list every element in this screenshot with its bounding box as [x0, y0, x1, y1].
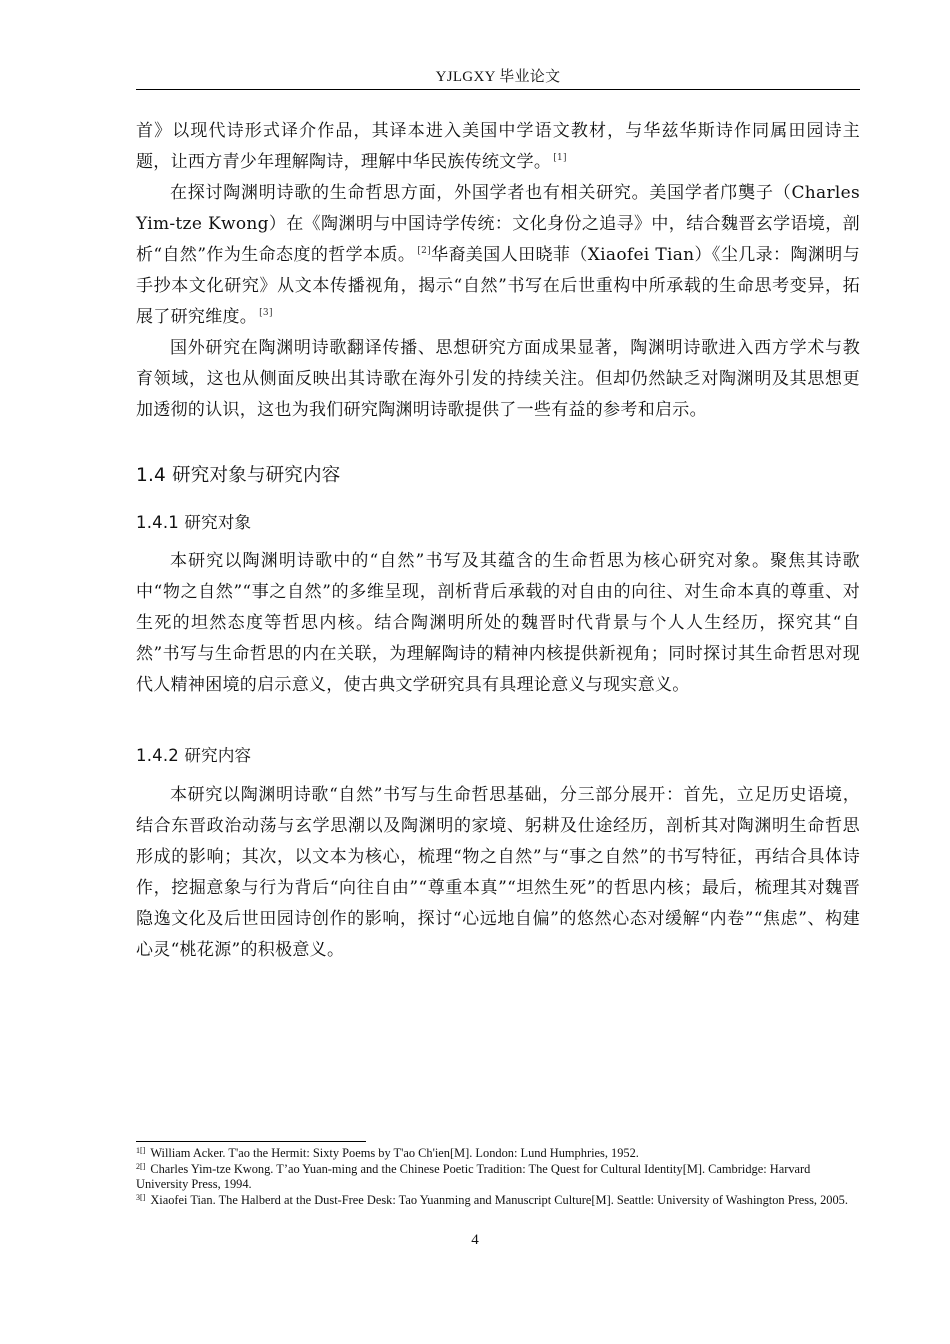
paragraph-summary: 国外研究在陶渊明诗歌翻译传播、思想研究方面成果显著，陶渊明诗歌进入西方学术与教育领域，这也从侧面反映出其诗歌在海外引发的持续关注。但却仍然缺乏对陶渊明及其思想更加透彻的认识，这也为我们研究陶渊明诗歌提供了一些有益的参考和启示。 [136, 338, 860, 420]
footnote-3 [136, 1193, 860, 1208]
page-number: 4 [471, 1232, 479, 1248]
citation-ref-3[interactable]: [3] [259, 308, 273, 318]
footnote-1 [136, 1146, 860, 1161]
paragraph-text: 首》以现代诗形式译介作品，其译本进入美国中学语文教材，与华兹华斯诗作同属田园诗主题，让西方青少年理解陶诗，理解中华民族传统文学。 [136, 121, 860, 172]
footnote-2 [136, 1162, 860, 1192]
subsection-heading-content: 1.4.2 研究内容 [136, 746, 252, 765]
subsection-heading-objects: 1.4.1 研究对象 [136, 513, 252, 532]
header-rule [136, 89, 860, 90]
footnote-text: Charles Yim-tze Kwong. T’ao Yuan-ming and the Chinese Poetic Tradition: The Quest for Cultural Identity[M]. Cambridge: Harvard University Press, 1994. [136, 1162, 811, 1191]
footnote-separator [136, 1141, 366, 1142]
footnote-text: Xiaofei Tian. The Halberd at the Dust-Free Desk: Tao Yuanming and Manuscript Culture[M]. Seattle: University of Washington Press, 2005. [150, 1193, 848, 1207]
citation-ref-1[interactable]: [1] [553, 153, 567, 163]
footnotes [136, 1146, 860, 1209]
running-header: YJLGXY 毕业论文 [435, 69, 561, 85]
footnote-mark: 2[] [136, 1162, 146, 1171]
paragraph-foreign-research [136, 178, 860, 333]
paragraph-research-objects: 本研究以陶渊明诗歌中的“自然”书写及其蕴含的生命哲思为核心研究对象。聚焦其诗歌中“物之自然”“事之自然”的多维呈现，剖析背后承载的对自由的向往、对生命本真的尊重、对生死的坦然态度等哲思内核。结合陶渊明所处的魏晋时代背景与个人人生经历，探究其“自然”书写与生命哲思的内在关联，为理解陶诗的精神内核提供新视角；同时探讨其生命哲思对现代人精神困境的启示意义，使古典文学研究具有具理论意义与现实意义。 [136, 551, 860, 695]
page-body [136, 116, 860, 966]
citation-ref-2[interactable]: [2] [417, 246, 431, 256]
footnote-text: William Acker. T'ao the Hermit: Sixty Poems by T'ao Ch'ien[M]. London: Lund Humphries, 1952. [150, 1146, 639, 1160]
paragraph-text: 华裔美国人田晓菲（Xiaofei Tian）《尘几录：陶渊明与手抄本文化研究》从文本传播视角，揭示“自然”书写在后世重构中所承载的生命思考变异，拓展了研究维度。 [136, 245, 860, 327]
paragraph-research-content: 本研究以陶渊明诗歌“自然”书写与生命哲思基础，分三部分展开：首先，立足历史语境，结合东晋政治动荡与玄学思潮以及陶渊明的家境、躬耕及仕途经历，剖析其对陶渊明生命哲思形成的影响；其次，以文本为核心，梳理“物之自然”与“事之自然”的书写特征，再结合具体诗作，挖掘意象与行为背后“向往自由”“尊重本真”“坦然生死”的哲思内核；最后，梳理其对魏晋隐逸文化及后世田园诗创作的影响，探讨“心远地自偏”的悠然心态对缓解“内卷”“焦虑”、构建心灵“桃花源”的积极意义。 [136, 785, 860, 960]
paragraph-continuation [136, 116, 860, 178]
section-heading: 1.4 研究对象与研究内容 [136, 465, 341, 486]
footnote-mark: 1[] [136, 1146, 146, 1155]
paragraph-text: 在探讨陶渊明诗歌的生命哲思方面，外国学者也有相关研究。美国学者邝龑子（Charles Yim-tze Kwong）在《陶渊明与中国诗学传统：文化身份之追寻》中，结合魏晋玄学语境，剖析“自然”作为生命态度的哲学本质。 [136, 183, 860, 265]
footnote-mark: 3[] [136, 1193, 146, 1202]
